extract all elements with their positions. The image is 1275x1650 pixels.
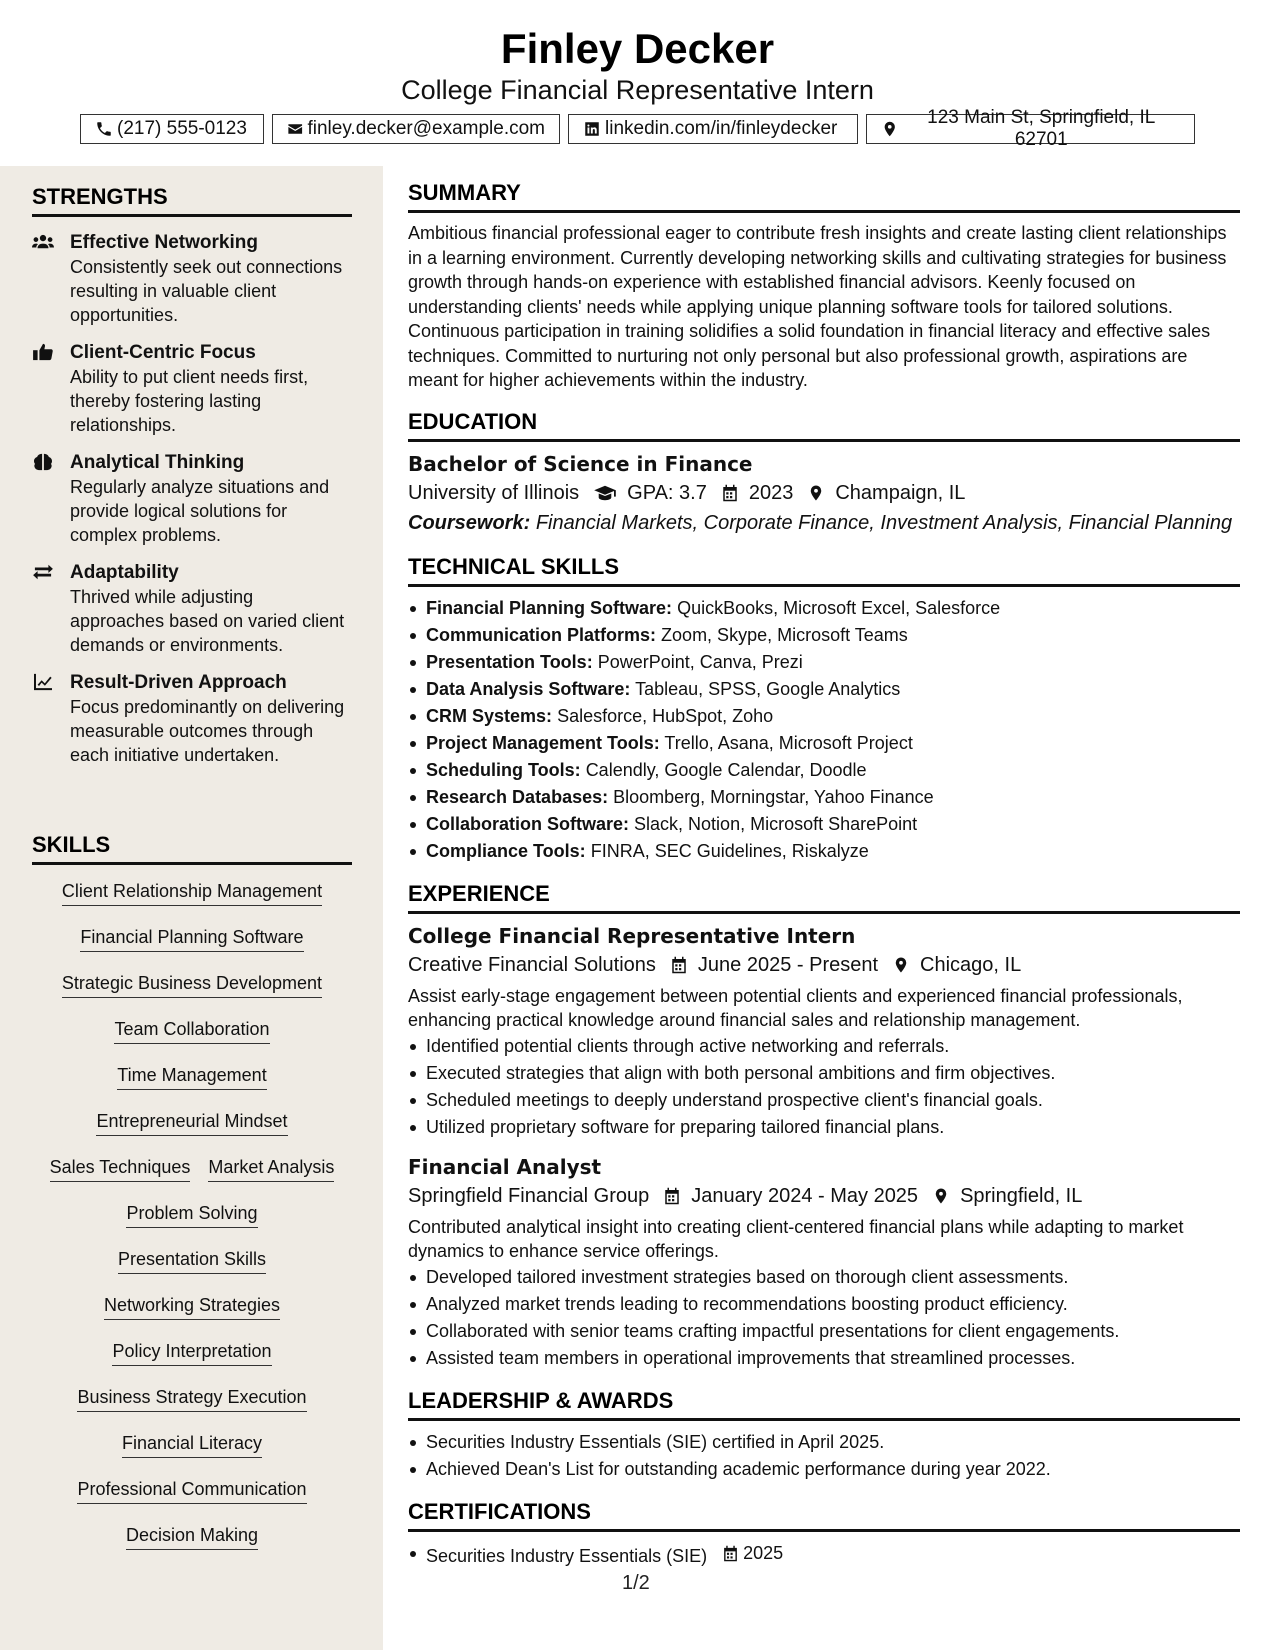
list-item xyxy=(408,1540,1240,1570)
school-location: Champaign, IL xyxy=(835,481,966,504)
skill-category: Financial Planning Software: xyxy=(426,597,673,618)
skill-tag: Business Strategy Execution xyxy=(77,1385,306,1412)
job-dates: January 2024 - May 2025 xyxy=(691,1184,919,1207)
calendar-icon xyxy=(721,484,739,502)
list-item: Assisted team members in operational improvements that streamlined processes. xyxy=(408,1345,1240,1372)
strength-desc: Ability to put client needs first, thereby fostering lasting relationships. xyxy=(70,367,309,435)
skill-values: Slack, Notion, Microsoft SharePoint xyxy=(634,813,918,834)
job-title: College Financial Representative Intern xyxy=(408,923,856,948)
job-summary: Assist early-stage engagement between potential clients and experienced financial professionals, enhancing practical knowledge around financial sales and relationship management. xyxy=(408,985,1183,1030)
strength-item xyxy=(32,341,352,437)
skill-tag: Networking Strategies xyxy=(104,1293,280,1320)
awards-section xyxy=(408,1388,1240,1483)
job-bullets xyxy=(408,1033,1240,1141)
summary-heading: SUMMARY xyxy=(408,180,1240,213)
skill-tag: Team Collaboration xyxy=(114,1017,269,1044)
thumbs-up-icon xyxy=(32,343,54,361)
list-item: Securities Industry Essentials (SIE) certified in April 2025. xyxy=(408,1429,1240,1456)
list-item xyxy=(408,622,1240,649)
envelope-icon xyxy=(287,120,303,138)
strength-item xyxy=(32,231,352,327)
contact-phone-text: (217) 555-0123 xyxy=(117,118,247,139)
skill-tag: Policy Interpretation xyxy=(112,1339,271,1366)
skill-category: CRM Systems: xyxy=(426,705,553,726)
map-pin-icon xyxy=(881,120,899,138)
skill-category: Presentation Tools: xyxy=(426,651,593,672)
job-location: Springfield, IL xyxy=(960,1184,1083,1207)
strengths-section xyxy=(32,184,352,767)
skill-values: Trello, Asana, Microsoft Project xyxy=(664,732,913,753)
list-item xyxy=(408,703,1240,730)
strength-item xyxy=(32,561,352,657)
skill-category: Data Analysis Software: xyxy=(426,678,631,699)
brain-icon xyxy=(32,453,54,471)
list-item: Utilized proprietary software for preparing tailored financial plans. xyxy=(408,1114,1240,1141)
skill-tag: Time Management xyxy=(117,1063,266,1090)
strengths-heading: STRENGTHS xyxy=(32,184,352,217)
skill-values: PowerPoint, Canva, Prezi xyxy=(597,651,803,672)
strength-title: Adaptability xyxy=(70,562,179,583)
list-item: Analyzed market trends leading to recommendations boosting product efficiency. xyxy=(408,1291,1240,1318)
skill-values: Tableau, SPSS, Google Analytics xyxy=(635,678,901,699)
candidate-name: Finley Decker xyxy=(500,25,775,72)
coursework-text: Financial Markets, Corporate Finance, Investment Analysis, Financial Planning xyxy=(535,511,1233,534)
skill-values: Salesforce, HubSpot, Zoho xyxy=(557,705,774,726)
skill-tag: Financial Planning Software xyxy=(80,925,303,952)
skill-values: FINRA, SEC Guidelines, Riskalyze xyxy=(590,840,869,861)
technical-skills-list xyxy=(408,595,1240,865)
contact-bar xyxy=(0,107,1275,150)
users-icon xyxy=(32,233,54,251)
skill-tag: Financial Literacy xyxy=(122,1431,262,1458)
gpa-text: GPA: 3.7 xyxy=(627,481,707,504)
calendar-icon xyxy=(722,1545,739,1562)
candidate-role: College Financial Representative Intern xyxy=(401,75,874,105)
contact-linkedin[interactable] xyxy=(568,114,858,144)
awards-heading: LEADERSHIP & AWARDS xyxy=(408,1388,1240,1421)
education-meta xyxy=(408,478,1240,508)
job-meta xyxy=(408,1181,1240,1211)
skill-tag: Decision Making xyxy=(126,1523,258,1550)
skill-tag: Sales Techniques xyxy=(50,1155,191,1182)
certification-date xyxy=(722,1540,783,1567)
list-item xyxy=(408,838,1240,865)
skill-category: Collaboration Software: xyxy=(426,813,630,834)
skills-list xyxy=(32,879,352,1569)
calendar-icon xyxy=(670,956,688,974)
strength-item xyxy=(32,451,352,547)
company-name: Springfield Financial Group xyxy=(408,1184,650,1207)
summary-section xyxy=(408,180,1240,393)
contact-phone[interactable] xyxy=(80,114,264,144)
skill-tag: Strategic Business Development xyxy=(62,971,322,998)
certification-year: 2025 xyxy=(743,1542,784,1563)
summary-text: Ambitious financial professional eager to contribute fresh insights and create lasting client relationships in a learning environment. Currently developing networking skills and cultivating strategies for business growth through hands-on experience with established financial advisors. Keenly focused on understanding clients' needs while applying unique planning software tools for tailored solutions. Continuous participation in training solidifies a solid foundation in financial literacy and effective sales techniques. Committed to nurturing not only personal but also professional growth, aspirations are meant for higher achievements within the industry. xyxy=(408,223,1227,390)
school-name: University of Illinois xyxy=(408,481,580,504)
list-item: Developed tailored investment strategies based on thorough client assessments. xyxy=(408,1264,1240,1291)
job-location: Chicago, IL xyxy=(920,953,1022,976)
chart-line-icon xyxy=(32,673,54,691)
skill-values: Calendly, Google Calendar, Doodle xyxy=(585,759,867,780)
technical-skills-heading: TECHNICAL SKILLS xyxy=(408,554,1240,587)
technical-skills-section xyxy=(408,554,1240,865)
map-pin-icon xyxy=(932,1187,950,1205)
skill-tag: Professional Communication xyxy=(77,1477,306,1504)
experience-section xyxy=(408,881,1240,1372)
strength-desc: Thrived while adjusting approaches based on varied client demands or environments. xyxy=(70,587,345,655)
strength-desc: Consistently seek out connections resulting in valuable client opportunities. xyxy=(70,257,343,325)
skill-tag: Market Analysis xyxy=(208,1155,334,1182)
list-item: Identified potential clients through active networking and referrals. xyxy=(408,1033,1240,1060)
contact-location xyxy=(866,107,1195,150)
graduation-cap-icon xyxy=(593,484,617,502)
list-item: Collaborated with senior teams crafting impactful presentations for client engagements. xyxy=(408,1318,1240,1345)
job-meta xyxy=(408,950,1240,980)
strength-title: Result-Driven Approach xyxy=(70,672,287,693)
contact-linkedin-text: linkedin.com/in/finleydecker xyxy=(605,118,838,139)
contact-email-text: finley.decker@example.com xyxy=(307,118,545,139)
linkedin-icon xyxy=(583,120,601,138)
phone-icon xyxy=(95,120,113,138)
skills-heading: SKILLS xyxy=(32,832,352,865)
certifications-list xyxy=(408,1540,1240,1570)
skill-tag: Presentation Skills xyxy=(118,1247,266,1274)
list-item: Achieved Dean's List for outstanding academic performance during year 2022. xyxy=(408,1456,1240,1483)
job-bullets xyxy=(408,1264,1240,1372)
map-pin-icon xyxy=(892,956,910,974)
certifications-heading: CERTIFICATIONS xyxy=(408,1499,1240,1532)
strength-desc: Focus predominantly on delivering measurable outcomes through each initiative undertaken. xyxy=(70,697,345,765)
map-pin-icon xyxy=(807,484,825,502)
job-entry xyxy=(408,1153,1240,1372)
resume-header xyxy=(0,0,1275,150)
skill-category: Compliance Tools: xyxy=(426,840,586,861)
coursework-line xyxy=(408,508,1240,538)
certification-name: Securities Industry Essentials (SIE) xyxy=(426,1545,708,1566)
skill-category: Scheduling Tools: xyxy=(426,759,581,780)
graduation-year: 2023 xyxy=(748,481,794,504)
job-dates: June 2025 - Present xyxy=(697,953,879,976)
education-section xyxy=(408,409,1240,538)
strength-title: Effective Networking xyxy=(70,232,258,253)
degree-title: Bachelor of Science in Finance xyxy=(408,451,753,476)
coursework-label: Coursework: xyxy=(408,511,531,534)
skill-values: Zoom, Skype, Microsoft Teams xyxy=(661,624,908,645)
strength-title: Client-Centric Focus xyxy=(70,342,256,363)
list-item xyxy=(408,784,1240,811)
strength-item xyxy=(32,671,352,767)
exchange-icon xyxy=(32,563,54,581)
main-content xyxy=(408,180,1240,1586)
skill-tag: Client Relationship Management xyxy=(62,879,322,906)
job-title: Financial Analyst xyxy=(408,1154,602,1179)
skill-tag: Problem Solving xyxy=(126,1201,257,1228)
list-item xyxy=(408,730,1240,757)
skill-values: Bloomberg, Morningstar, Yahoo Finance xyxy=(613,786,934,807)
job-entry xyxy=(408,922,1240,1141)
skill-category: Communication Platforms: xyxy=(426,624,657,645)
awards-list xyxy=(408,1429,1240,1483)
list-item: Executed strategies that align with both personal ambitions and firm objectives. xyxy=(408,1060,1240,1087)
list-item xyxy=(408,676,1240,703)
list-item xyxy=(408,595,1240,622)
list-item xyxy=(408,649,1240,676)
experience-heading: EXPERIENCE xyxy=(408,881,1240,914)
education-heading: EDUCATION xyxy=(408,409,1240,442)
contact-email[interactable] xyxy=(272,114,560,144)
skills-section xyxy=(32,832,352,1569)
page-number: 1/2 xyxy=(622,1572,650,1594)
list-item xyxy=(408,811,1240,838)
list-item: Scheduled meetings to deeply understand prospective client's financial goals. xyxy=(408,1087,1240,1114)
contact-location-text: 123 Main St, Springfield, IL 62701 xyxy=(927,107,1156,150)
skill-tag: Entrepreneurial Mindset xyxy=(96,1109,287,1136)
calendar-icon xyxy=(663,1187,681,1205)
sidebar xyxy=(0,166,383,1650)
strength-title: Analytical Thinking xyxy=(70,452,245,473)
certifications-section xyxy=(408,1499,1240,1570)
strength-desc: Regularly analyze situations and provide logical solutions for complex problems. xyxy=(70,477,330,545)
list-item xyxy=(408,757,1240,784)
skill-values: QuickBooks, Microsoft Excel, Salesforce xyxy=(677,597,1001,618)
job-summary: Contributed analytical insight into creating client-centered financial plans while adapting to market dynamics to enhance service offerings. xyxy=(408,1216,1184,1261)
company-name: Creative Financial Solutions xyxy=(408,953,656,976)
skill-category: Research Databases: xyxy=(426,786,609,807)
skill-category: Project Management Tools: xyxy=(426,732,660,753)
